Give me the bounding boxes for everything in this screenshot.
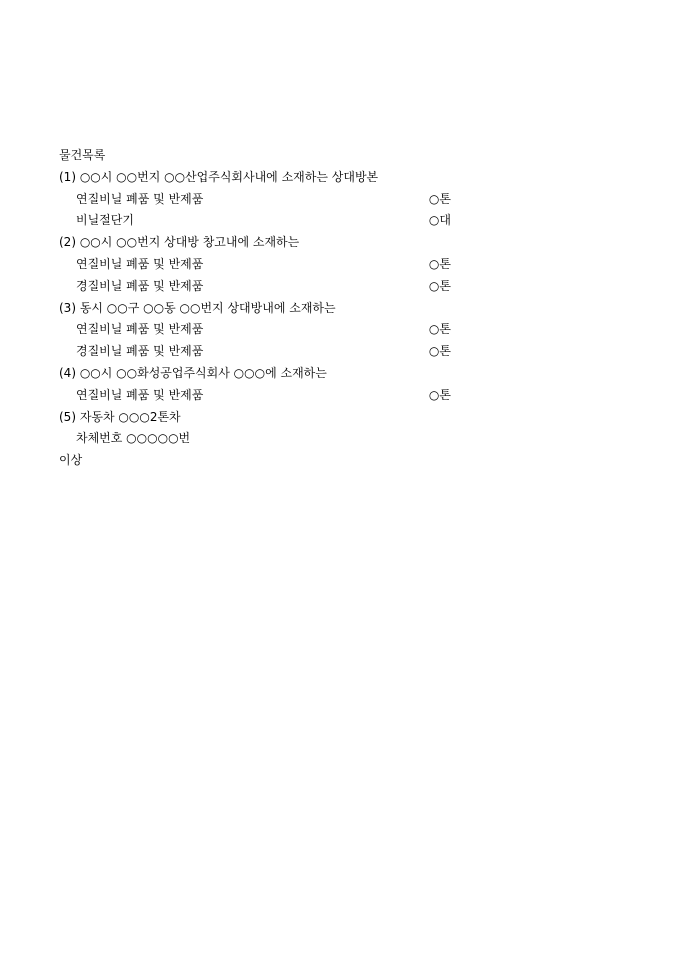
section-2-heading: (2) ○○시 ○○번지 상대방 창고내에 소재하는 bbox=[59, 235, 300, 250]
list-item bbox=[59, 319, 451, 341]
section-1-heading: (1) ○○시 ○○번지 ○○산업주식회사내에 소재하는 상대방본 bbox=[59, 169, 379, 184]
list-item bbox=[59, 210, 451, 232]
item-quantity: ○톤 bbox=[428, 344, 451, 359]
section-3-heading: (3) 동시 ○○구 ○○동 ○○번지 상대방내에 소재하는 bbox=[59, 300, 336, 315]
item-name: 경질비닐 폐품 및 반제품 bbox=[76, 278, 204, 293]
item-name: 연질비닐 폐품 및 반제품 bbox=[76, 322, 204, 337]
list-item bbox=[59, 189, 451, 211]
item-quantity: ○톤 bbox=[428, 278, 451, 293]
item-name: 비닐절단기 bbox=[76, 213, 134, 228]
item-name: 경질비닐 폐품 및 반제품 bbox=[76, 344, 204, 359]
item-quantity: ○톤 bbox=[428, 191, 451, 206]
list-item bbox=[59, 385, 451, 407]
item-name: 연질비닐 폐품 및 반제품 bbox=[76, 387, 204, 402]
list-item bbox=[59, 276, 451, 298]
closing-text: 이상 bbox=[59, 453, 83, 468]
item-quantity: ○톤 bbox=[428, 387, 451, 402]
item-name: 연질비닐 폐품 및 반제품 bbox=[76, 256, 204, 271]
document-title: 물건목록 bbox=[59, 148, 106, 162]
item-quantity: ○톤 bbox=[428, 256, 451, 271]
item-quantity: ○대 bbox=[428, 213, 451, 228]
item-name: 차체번호 ○○○○○번 bbox=[76, 431, 191, 446]
section-4-heading: (4) ○○시 ○○화성공업주식회사 ○○○에 소재하는 bbox=[59, 365, 327, 380]
list-item bbox=[59, 341, 451, 363]
section-5-heading: (5) 자동차 ○○○2톤차 bbox=[59, 409, 181, 424]
property-list-document bbox=[59, 145, 451, 472]
item-name: 연질비닐 폐품 및 반제품 bbox=[76, 191, 204, 206]
list-item bbox=[59, 428, 451, 450]
list-item bbox=[59, 254, 451, 276]
item-quantity: ○톤 bbox=[428, 322, 451, 337]
